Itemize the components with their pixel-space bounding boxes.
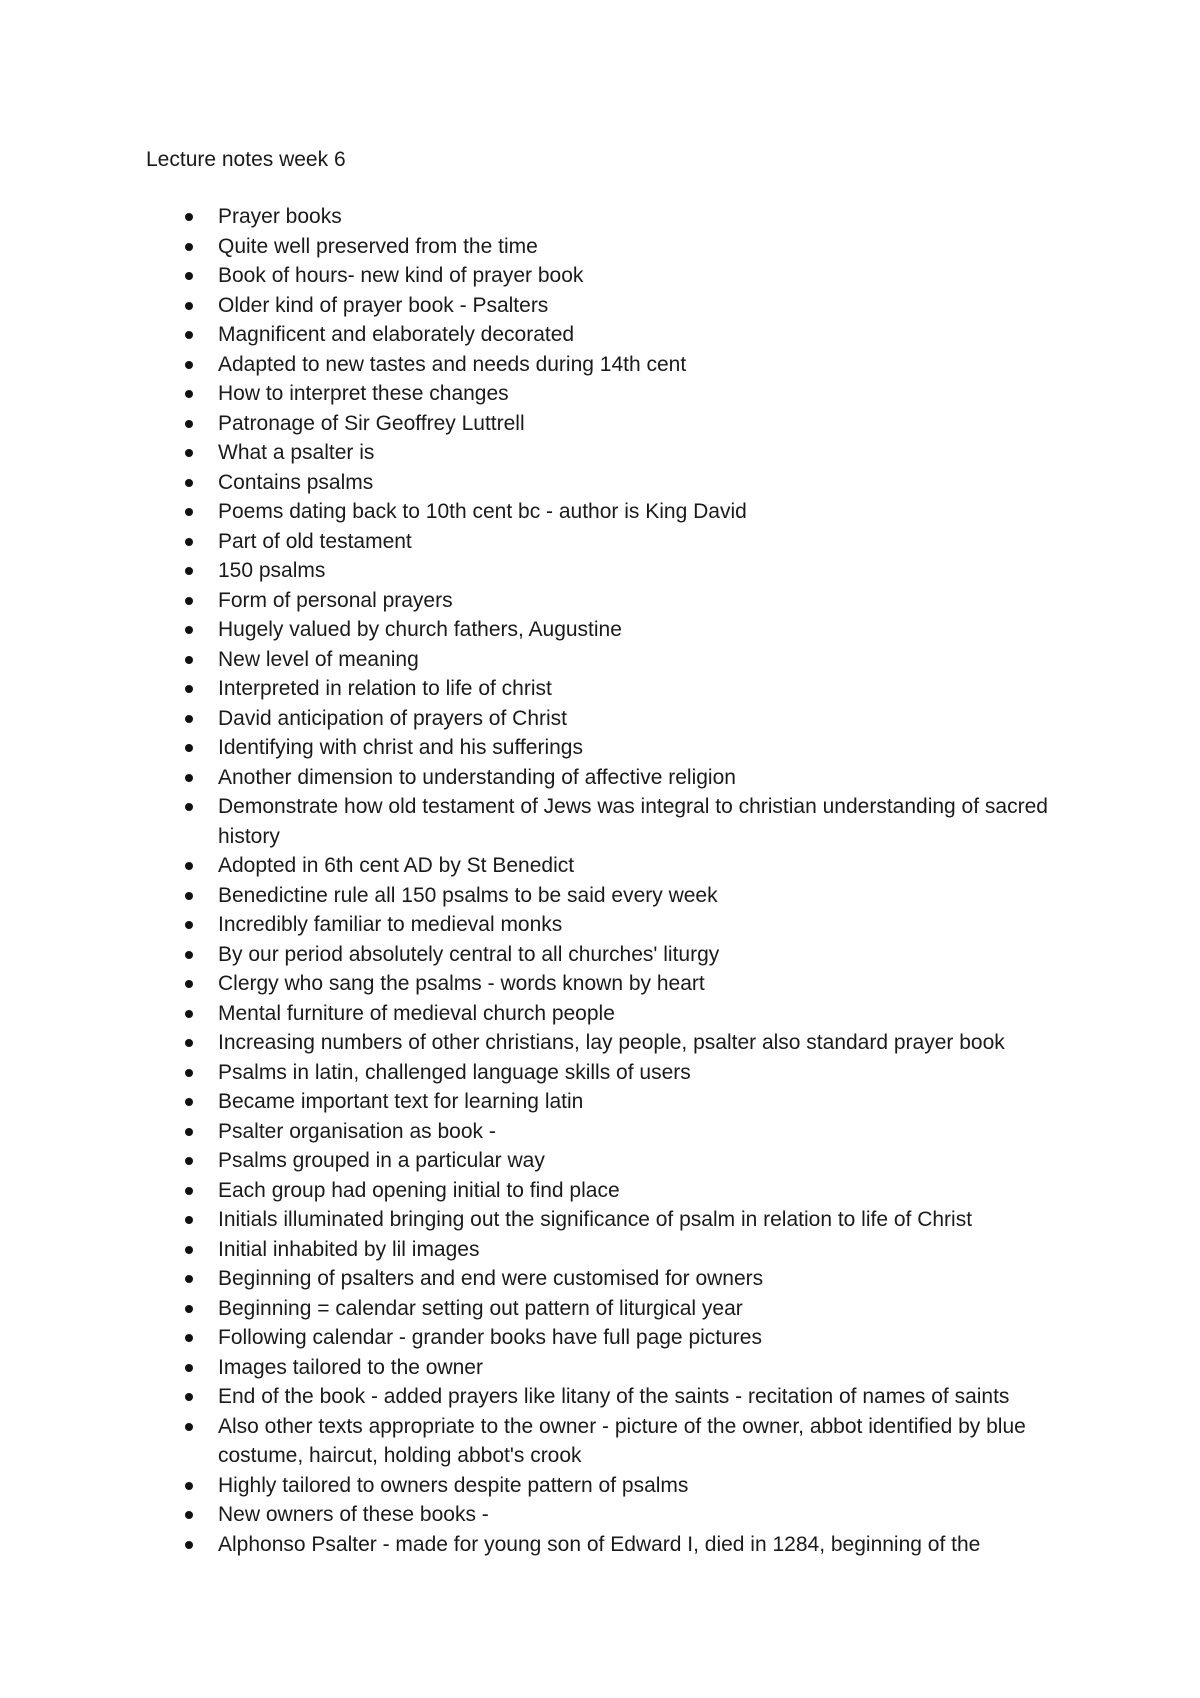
list-item xyxy=(0,1028,1200,1058)
list-item xyxy=(0,910,1200,940)
bullet-icon xyxy=(185,302,193,310)
list-item-text: Hugely valued by church fathers, Augustine xyxy=(218,618,622,641)
list-item xyxy=(0,999,1200,1029)
bullet-icon xyxy=(185,361,193,369)
list-item-text: Psalms grouped in a particular way xyxy=(218,1149,545,1172)
list-item xyxy=(0,645,1200,675)
list-item-text: Demonstrate how old testament of Jews was integral to christian understanding of sacred history xyxy=(218,795,1048,848)
list-item-text: Adapted to new tastes and needs during 14th cent xyxy=(218,352,687,376)
bullet-icon xyxy=(185,1098,193,1106)
list-item-text: Adopted in 6th cent AD by St Benedict xyxy=(218,854,575,877)
list-item-text: Beginning = calendar setting out pattern of liturgical year xyxy=(218,1296,743,1320)
list-item xyxy=(0,940,1200,970)
bullet-icon xyxy=(185,1128,193,1136)
list-item-text: Clergy who sang the psalms - words known by heart xyxy=(218,972,705,995)
list-item xyxy=(0,468,1200,498)
list-item-text: Prayer books xyxy=(218,205,342,228)
bullet-icon xyxy=(185,1039,193,1047)
list-item-text: How to interpret these changes xyxy=(218,382,509,405)
notes-list xyxy=(0,202,1200,1559)
list-item-text: Patronage of Sir Geoffrey Luttrell xyxy=(218,411,525,435)
list-item xyxy=(0,556,1200,586)
bullet-icon xyxy=(185,892,193,900)
list-item-text: Quite well preserved from the time xyxy=(218,234,538,258)
list-item-text: Highly tailored to owners despite pattern of psalms xyxy=(218,1473,689,1497)
list-item xyxy=(0,202,1200,232)
bullet-icon xyxy=(185,331,193,339)
list-item-text: David anticipation of prayers of Christ xyxy=(218,706,567,730)
list-item xyxy=(0,704,1200,734)
bullet-icon xyxy=(185,479,193,487)
bullet-icon xyxy=(185,420,193,428)
list-item-text: Contains psalms xyxy=(218,470,374,494)
list-item xyxy=(0,1530,1200,1560)
list-item-text: Initials illuminated bringing out the significance of psalm in relation to life of Christ xyxy=(218,1208,973,1231)
bullet-icon xyxy=(185,1364,193,1372)
list-item-text: What a psalter is xyxy=(218,441,375,464)
list-item-text: Identifying with christ and his sufferings xyxy=(218,736,583,759)
list-item-text: 150 psalms xyxy=(218,559,326,582)
list-item-text: Also other texts appropriate to the owner - picture of the owner, abbot identified by blue costume, haircut, holding abbot's crook xyxy=(218,1414,1026,1467)
document-title: Lecture notes week 6 xyxy=(146,148,346,171)
list-item-text: Interpreted in relation to life of christ xyxy=(218,677,552,700)
list-item-text: Beginning of psalters and end were customised for owners xyxy=(218,1267,764,1290)
bullet-icon xyxy=(185,1246,193,1254)
list-item-text: Mental furniture of medieval church people xyxy=(218,1001,615,1025)
bullet-icon xyxy=(185,597,193,605)
list-item-text: Form of personal prayers xyxy=(218,588,453,612)
bullet-icon xyxy=(185,1393,193,1401)
bullet-icon xyxy=(185,774,193,782)
bullet-icon xyxy=(185,1275,193,1283)
bullet-icon xyxy=(185,685,193,693)
list-item xyxy=(0,438,1200,468)
list-item xyxy=(0,1323,1200,1353)
list-item xyxy=(0,1500,1200,1530)
list-item xyxy=(0,1117,1200,1147)
list-item-text: Increasing numbers of other christians, lay people, psalter also standard prayer book xyxy=(218,1031,1005,1054)
list-item xyxy=(0,232,1200,262)
list-item xyxy=(0,379,1200,409)
list-item-text: By our period absolutely central to all churches' liturgy xyxy=(218,942,720,966)
list-item xyxy=(0,1471,1200,1501)
bullet-icon xyxy=(185,1541,193,1549)
list-item-text: Poems dating back to 10th cent bc - author is King David xyxy=(218,500,747,523)
list-item xyxy=(0,674,1200,704)
list-item xyxy=(0,1264,1200,1294)
list-item-text: Became important text for learning latin xyxy=(218,1090,584,1113)
bullet-icon xyxy=(185,1187,193,1195)
list-item xyxy=(0,1353,1200,1383)
bullet-icon xyxy=(185,1423,193,1431)
list-item xyxy=(0,350,1200,380)
list-item xyxy=(0,1176,1200,1206)
bullet-icon xyxy=(185,1010,193,1018)
list-item-text: End of the book - added prayers like litany of the saints - recitation of names of saints xyxy=(218,1385,1010,1408)
list-item xyxy=(0,527,1200,557)
list-item xyxy=(0,497,1200,527)
bullet-icon xyxy=(185,862,193,870)
list-item-text: Magnificent and elaborately decorated xyxy=(218,323,575,346)
bullet-icon xyxy=(185,390,193,398)
list-item xyxy=(0,733,1200,763)
list-item-text: Each group had opening initial to find place xyxy=(218,1178,620,1202)
bullet-icon xyxy=(185,1305,193,1313)
list-item-text: Following calendar - grander books have full page pictures xyxy=(218,1326,762,1349)
bullet-icon xyxy=(185,272,193,280)
list-item-text: Alphonso Psalter - made for young son of Edward I, died in 1284, beginning of the xyxy=(218,1532,981,1556)
list-item xyxy=(0,409,1200,439)
bullet-icon xyxy=(185,951,193,959)
bullet-icon xyxy=(185,626,193,634)
list-item xyxy=(0,792,1200,851)
list-item xyxy=(0,1235,1200,1265)
bullet-icon xyxy=(185,1157,193,1165)
list-item xyxy=(0,1382,1200,1412)
bullet-icon xyxy=(185,715,193,723)
bullet-icon xyxy=(185,243,193,251)
list-item-text: Book of hours- new kind of prayer book xyxy=(218,264,584,287)
bullet-icon xyxy=(185,567,193,575)
list-item xyxy=(0,1205,1200,1235)
bullet-icon xyxy=(185,921,193,929)
bullet-icon xyxy=(185,449,193,457)
list-item-text: Psalms in latin, challenged language skills of users xyxy=(218,1060,691,1084)
list-item xyxy=(0,1087,1200,1117)
list-item xyxy=(0,763,1200,793)
list-item xyxy=(0,615,1200,645)
bullet-icon xyxy=(185,1334,193,1342)
bullet-icon xyxy=(185,1511,193,1519)
list-item xyxy=(0,969,1200,999)
bullet-icon xyxy=(185,538,193,546)
list-item xyxy=(0,291,1200,321)
bullet-icon xyxy=(185,980,193,988)
list-item xyxy=(0,851,1200,881)
list-item-text: Another dimension to understanding of affective religion xyxy=(218,765,736,789)
bullet-icon xyxy=(185,1482,193,1490)
list-item-text: Initial inhabited by lil images xyxy=(218,1237,480,1261)
bullet-icon xyxy=(185,1216,193,1224)
list-item-text: Psalter organisation as book - xyxy=(218,1119,496,1143)
bullet-icon xyxy=(185,1069,193,1077)
list-item xyxy=(0,1412,1200,1471)
bullet-icon xyxy=(185,744,193,752)
list-item-text: New level of meaning xyxy=(218,647,419,671)
list-item xyxy=(0,586,1200,616)
list-item xyxy=(0,261,1200,291)
list-item xyxy=(0,320,1200,350)
bullet-icon xyxy=(185,656,193,664)
bullet-icon xyxy=(185,508,193,516)
list-item-text: Incredibly familiar to medieval monks xyxy=(218,913,563,936)
list-item-text: Part of old testament xyxy=(218,529,412,553)
list-item-text: Benedictine rule all 150 psalms to be said every week xyxy=(218,883,718,907)
bullet-icon xyxy=(185,803,193,811)
list-item-text: Older kind of prayer book - Psalters xyxy=(218,293,549,317)
list-item xyxy=(0,881,1200,911)
list-item xyxy=(0,1058,1200,1088)
bullet-icon xyxy=(185,213,193,221)
list-item xyxy=(0,1146,1200,1176)
list-item-text: Images tailored to the owner xyxy=(218,1355,483,1379)
list-item-text: New owners of these books - xyxy=(218,1503,489,1526)
list-item xyxy=(0,1294,1200,1324)
